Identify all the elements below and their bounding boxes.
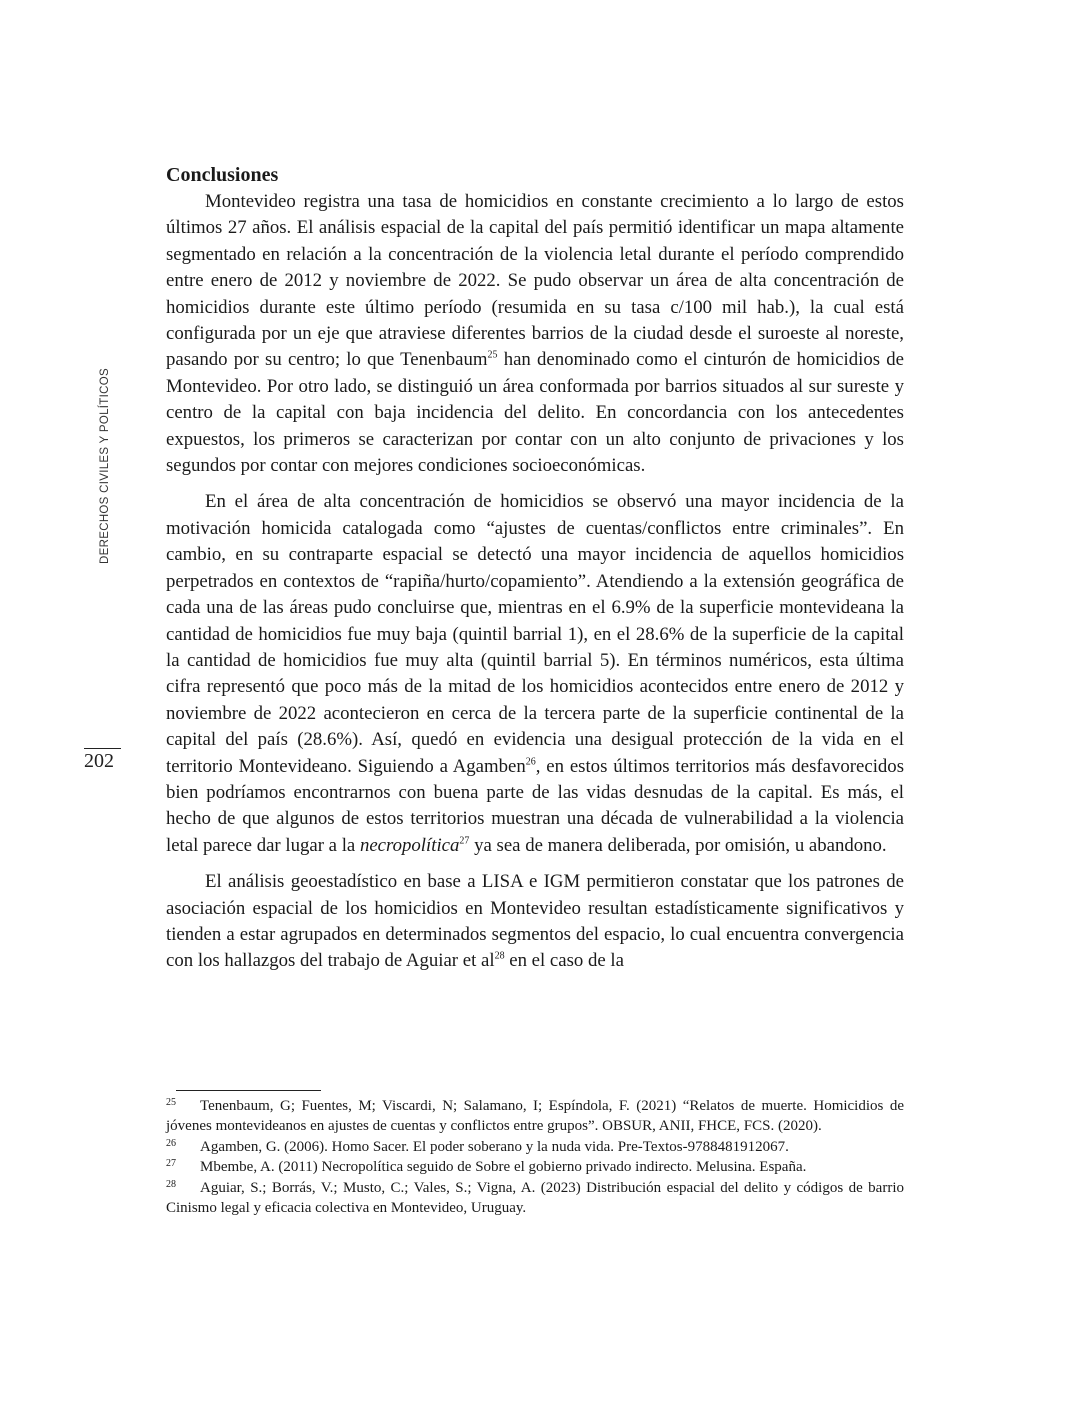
- main-text: [166, 162, 904, 985]
- paragraph-text: Montevideo registra una tasa de homicidios en constante crecimiento a lo largo de estos últimos 27 años. El análisis espacial de la capital del país permitió identificar un mapa altamente segmentado en relación a la concentración de la violencia letal durante el período comprendido entre enero de 2012 y noviembre de 2022. Se pudo observar un área de alta concentración de homicidios durante este último período (resumida en su tasa c/100 mil hab.), la cual está configurada por un eje que atraviese diferentes barrios de la ciudad desde el suroeste al noreste, pasando por su centro; lo que Tenenbaum: [166, 191, 904, 371]
- footnote-25: 25 Tenenbaum, G; Fuentes, M; Viscardi, N; Salamano, I; Espíndola, F. (2021) “Relatos de muerte. Homicidios de jóvenes montevideanos en ajustes de cuentas y conflictos entre grupos”. OBSUR, ANII, FHCE, FCS. (2020).: [166, 1097, 904, 1135]
- footnote-separator: [176, 1090, 321, 1091]
- page-number: 202: [84, 750, 114, 772]
- paragraph-text: En el área de alta concentración de homicidios se observó una mayor incidencia de la motivación homicida catalogada como “ajustes de cuentas/conflictos entre criminales”. En cambio, en su contraparte espacial se detectó una mayor incidencia de aquellos homicidios perpetrados en contextos de “rapiña/hurto/copamiento”. Atendiendo a la extensión geográfica de cada una de las áreas pudo concluirse que, mientras en el 6.9% de la superficie montevideana la cantidad de homicidios fue muy baja (quintil barrial 1), en el 28.6% de la superficie de la capital la cantidad de homicidios fue muy alta (quintil barrial 5). En términos numéricos, esta última cifra representó que poco más de la mitad de los homicidios acontecidos entre enero de 2012 y noviembre de 2022 acontecieron en cerca de la tercera parte de la superficie continental de la capital del país (28.6%). Así, quedó en evidencia una desigual protección de la vida en el territorio Montevideano. Siguiendo a Agamben: [166, 491, 904, 777]
- footnote-text: Tenenbaum, G; Fuentes, M; Viscardi, N; Salamano, I; Espíndola, F. (2021) “Relatos de muerte. Homicidios de jóvenes montevideanos en ajustes de cuentas y conflictos entre grupos”. OBSUR, ANII, FHCE, FCS. (2020).: [166, 1098, 904, 1135]
- paragraph-text: ya sea de manera deliberada, por omisión, u abandono.: [469, 834, 887, 856]
- page-number-rule: [84, 748, 121, 749]
- section-heading: Conclusiones: [166, 164, 279, 186]
- running-section-title: DERECHOS CIVILES Y POLÍTICOS: [99, 368, 111, 564]
- paragraph-text: en el caso de la: [504, 950, 624, 972]
- footnote-reference-26: 26: [525, 756, 536, 768]
- paragraph-text: , en estos últimos territorios más desfavorecidos bien podríamos encontrarnos con buena parte de las vidas desnudas de la capital. Es más, el hecho de que algunos de estos territorios muestran una década de vulnerabilidad a la violencia letal parece dar lugar a la: [166, 755, 904, 856]
- footnotes: [166, 1096, 904, 1218]
- footnote-reference-25: 25: [487, 350, 498, 362]
- footnote-28: 28 Aguiar, S.; Borrás, V.; Musto, C.; Vales, S.; Vigna, A. (2023) Distribución espacial del delito y códigos de barrio Cinismo legal y eficacia colectiva en Montevideo, Uruguay.: [166, 1178, 904, 1217]
- italic-term: necropolítica: [359, 834, 460, 856]
- paragraph-3: [166, 869, 904, 975]
- footnote-text: Agamben, G. (2006). Homo Sacer. El poder soberano y la nuda vida. Pre-Textos-9788481912067.: [200, 1138, 789, 1155]
- paragraph-2: [166, 489, 904, 859]
- footnote-27: 27 Mbembe, A. (2011) Necropolítica seguido de Sobre el gobierno privado indirecto. Melusina. España.: [166, 1158, 807, 1176]
- footnote-reference-28: 28: [494, 951, 505, 963]
- footnote-26: 26 Agamben, G. (2006). Homo Sacer. El poder soberano y la nuda vida. Pre-Textos-9788481912067.: [166, 1137, 789, 1155]
- footnote-reference-27: 27: [459, 835, 470, 847]
- footnote-text: Aguiar, S.; Borrás, V.; Musto, C.; Vales, S.; Vigna, A. (2023) Distribución espacial del delito y códigos de barrio Cinismo legal y eficacia colectiva en Montevideo, Uruguay.: [166, 1179, 904, 1217]
- footnote-text: Mbembe, A. (2011) Necropolítica seguido de Sobre el gobierno privado indirecto. Melusina. España.: [200, 1159, 807, 1176]
- paragraph-text: El análisis geoestadístico en base a LISA e IGM permitieron constatar que los patrones de asociación espacial de los homicidios en Montevideo resultan estadísticamente significativos y tienden a estar agrupados en determinados segmentos del espacio, lo cual encuentra convergencia con los hallazgos del trabajo de Aguiar et al: [166, 871, 904, 972]
- paragraph-text: han denominado como el cinturón de homicidios de Montevideo. Por otro lado, se distinguió un área conformada por barrios situados al sur sureste y centro de la capital con baja incidencia del delito. En concordancia con los antecedentes expuestos, los primeros se caracterizan por contar con un alto conjunto de privaciones y los segundos por contar con mejores condiciones socioeconómicas.: [166, 349, 904, 477]
- paragraph-1: [166, 189, 904, 479]
